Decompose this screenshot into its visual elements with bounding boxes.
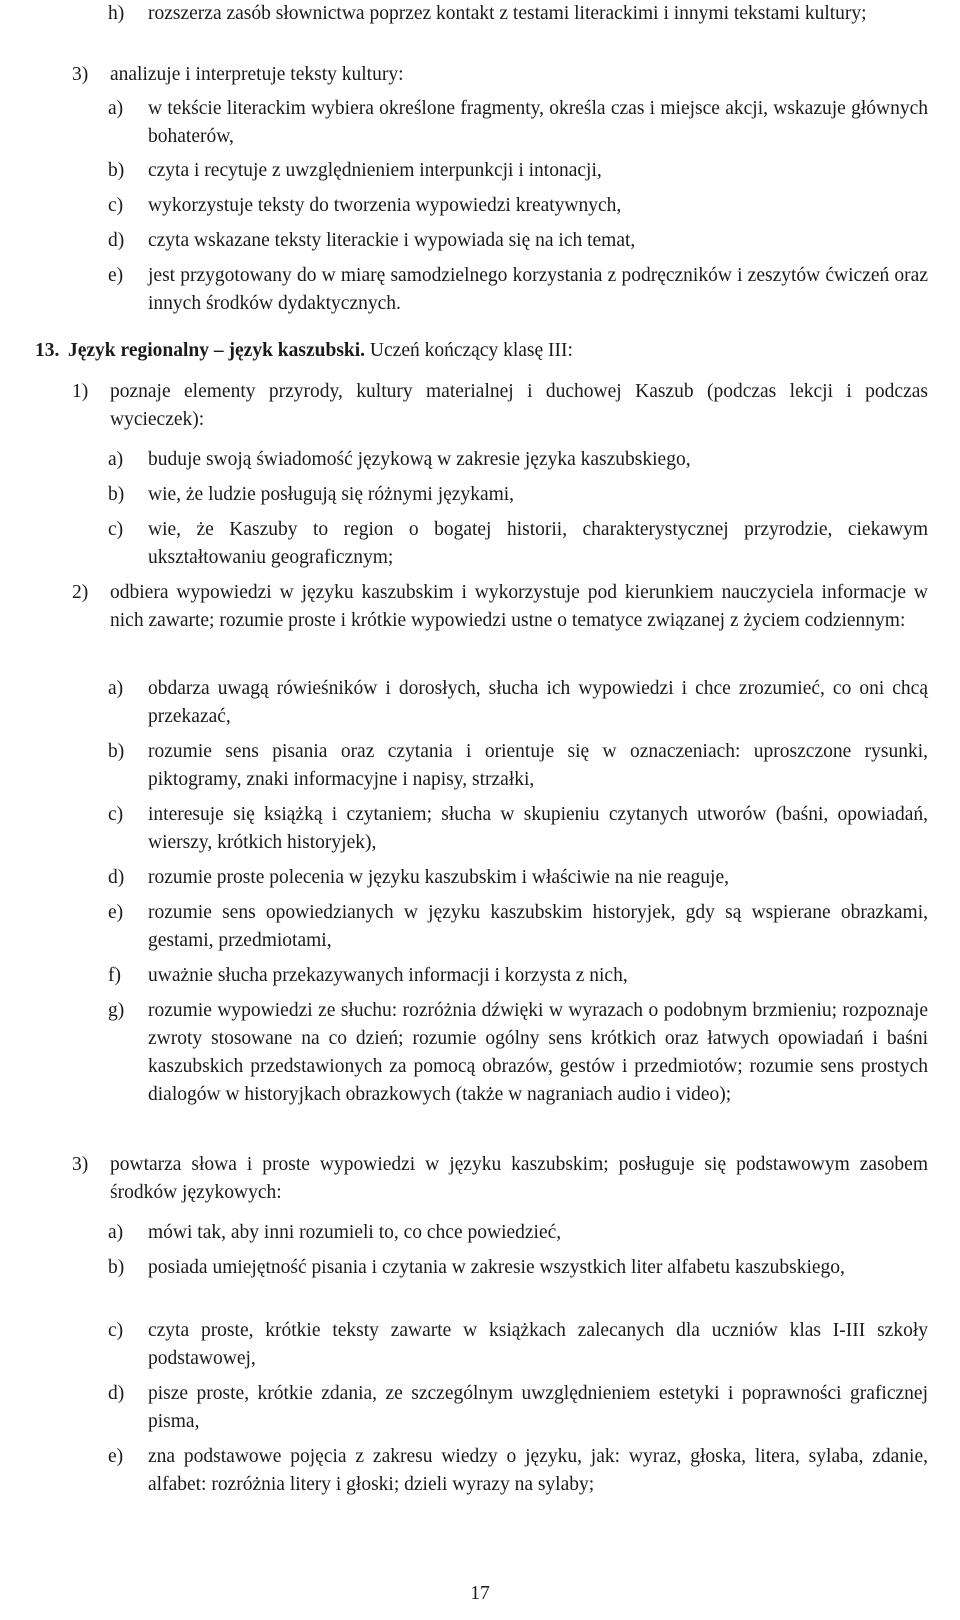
item-label: a) <box>108 449 124 470</box>
item-label: 2) <box>72 582 89 603</box>
list-item-e <box>108 1443 928 1499</box>
list-item-b <box>108 738 928 794</box>
item-text: rozumie sens opowiedzianych w języku kaszubskim historyjek, gdy są wspierane obrazkami, gestami, przedmiotami, <box>148 902 928 951</box>
item-text: poznaje elementy przyrody, kultury materialnej i duchowej Kaszub (podczas lekcji i podczas wycieczek): <box>110 381 928 430</box>
item-label: e) <box>108 902 124 923</box>
item-text: buduje swoją świadomość językową w zakresie języka kaszubskiego, <box>148 449 691 470</box>
item-text: czyta proste, krótkie teksty zawarte w książkach zalecanych dla uczniów klas I-III szkoły podstawowej, <box>148 1320 928 1369</box>
list-item-3 <box>72 1151 928 1207</box>
list-item-d <box>108 864 928 892</box>
item-label: g) <box>108 1000 125 1021</box>
list-item-b <box>108 1254 928 1282</box>
item-text: pisze proste, krótkie zdania, ze szczególnym uwzględnieniem estetyki i poprawności graficznej pisma, <box>148 1383 928 1432</box>
item-label: a) <box>108 1222 124 1243</box>
item-label: a) <box>108 98 124 119</box>
item-label: 3) <box>72 1154 89 1175</box>
item-label: c) <box>108 804 124 825</box>
item-label: e) <box>108 1446 124 1467</box>
item-label: c) <box>108 1320 124 1341</box>
list-item-c <box>108 192 928 220</box>
list-item-h <box>108 0 928 28</box>
section-intro: Uczeń kończący klasę III: <box>369 340 573 361</box>
list-item-c <box>108 1317 928 1373</box>
item-label: d) <box>108 1383 125 1404</box>
item-text: w tekście literackim wybiera określone fragmenty, określa czas i miejsce akcji, wskazuje głównych bohaterów, <box>148 98 928 147</box>
list-item-c <box>108 801 928 857</box>
list-item-a <box>108 95 928 151</box>
item-text: wie, że ludzie posługują się różnymi językami, <box>148 484 515 505</box>
list-item-2 <box>72 579 928 635</box>
list-item-e <box>108 899 928 955</box>
item-text: rozumie proste polecenia w języku kaszubskim i właściwie na nie reaguje, <box>148 867 730 888</box>
item-text: zna podstawowe pojęcia z zakresu wiedzy o języku, jak: wyraz, głoska, litera, sylaba, zdanie, alfabet: rozróżnia litery i głoski; dzieli wyrazy na sylaby; <box>148 1446 928 1495</box>
list-item-b <box>108 157 928 185</box>
list-item-3 <box>72 61 928 89</box>
item-text: odbiera wypowiedzi w języku kaszubskim i wykorzystuje pod kierunkiem nauczyciela informacje w nich zawarte; rozumie proste i krótkie wypowiedzi ustne o tematyce związanej z życiem codziennym: <box>110 582 928 631</box>
list-item-a <box>108 1219 928 1247</box>
list-item-a <box>108 675 928 731</box>
item-text: wykorzystuje teksty do tworzenia wypowiedzi kreatywnych, <box>148 195 622 216</box>
item-text: czyta wskazane teksty literackie i wypowiada się na ich temat, <box>148 230 636 251</box>
list-item-b <box>108 481 928 509</box>
item-label: b) <box>108 160 125 181</box>
list-item-e <box>108 262 928 318</box>
list-item-g <box>108 997 928 1109</box>
item-text: analizuje i interpretuje teksty kultury: <box>110 64 404 85</box>
section-title: Język regionalny – język kaszubski. <box>68 340 366 361</box>
list-item-a <box>108 446 928 474</box>
item-label: e) <box>108 265 124 286</box>
list-item-1 <box>72 378 928 434</box>
item-label: f) <box>108 965 121 986</box>
item-text: powtarza słowa i proste wypowiedzi w języku kaszubskim; posługuje się podstawowym zasobem środków językowych: <box>110 1154 928 1203</box>
item-label: 1) <box>72 381 89 402</box>
item-text: rozszerza zasób słownictwa poprzez kontakt z testami literackimi i innymi tekstami kultury; <box>148 3 867 24</box>
list-item-c <box>108 516 928 572</box>
item-text: posiada umiejętność pisania i czytania w zakresie wszystkich liter alfabetu kaszubskiego, <box>148 1257 845 1278</box>
section-number: 13. <box>35 340 60 361</box>
item-text: interesuje się książką i czytaniem; słucha w skupieniu czytanych utworów (baśni, opowiadań, wierszy, krótkich historyjek), <box>148 804 928 853</box>
item-text: rozumie wypowiedzi ze słuchu: rozróżnia dźwięki w wyrazach o podobnym brzmieniu; rozpoznaje zwroty stosowane na co dzień; rozumie ogólny sens krótkich oraz łatwych opowiadań i baśni kaszubskich przedstawionych za pomocą obrazów, gestów i przedmiotów; rozumie sens prostych dialogów w historyjkach obrazkowych (także w nagraniach audio i video); <box>148 1000 928 1105</box>
item-text: obdarza uwagą rówieśników i dorosłych, słucha ich wypowiedzi i chce zrozumieć, co oni chcą przekazać, <box>148 678 928 727</box>
page-number: 17 <box>470 1583 490 1604</box>
item-text: wie, że Kaszuby to region o bogatej historii, charakterystycznej przyrodzie, ciekawym ukształtowaniu geograficznym; <box>148 519 928 568</box>
section-heading <box>35 337 928 365</box>
item-label: d) <box>108 867 125 888</box>
item-label: c) <box>108 195 124 216</box>
item-label: b) <box>108 484 125 505</box>
item-text: mówi tak, aby inni rozumieli to, co chce powiedzieć, <box>148 1222 562 1243</box>
list-item-f <box>108 962 928 990</box>
item-text: rozumie sens pisania oraz czytania i orientuje się w oznaczeniach: uproszczone rysunki, piktogramy, znaki informacyjne i napisy, strzałki, <box>148 741 928 790</box>
item-text: czyta i recytuje z uwzględnieniem interpunkcji i intonacji, <box>148 160 602 181</box>
item-label: b) <box>108 1257 125 1278</box>
item-label: d) <box>108 230 125 251</box>
item-text: jest przygotowany do w miarę samodzielnego korzystania z podręczników i zeszytów ćwiczeń oraz innych środków dydaktycznych. <box>148 265 928 314</box>
item-text: uważnie słucha przekazywanych informacji i korzysta z nich, <box>148 965 628 986</box>
item-label: 3) <box>72 64 89 85</box>
item-label: c) <box>108 519 124 540</box>
item-label: a) <box>108 678 124 699</box>
list-item-d <box>108 1380 928 1436</box>
list-item-d <box>108 227 928 255</box>
item-label: h) <box>108 3 125 24</box>
item-label: b) <box>108 741 125 762</box>
